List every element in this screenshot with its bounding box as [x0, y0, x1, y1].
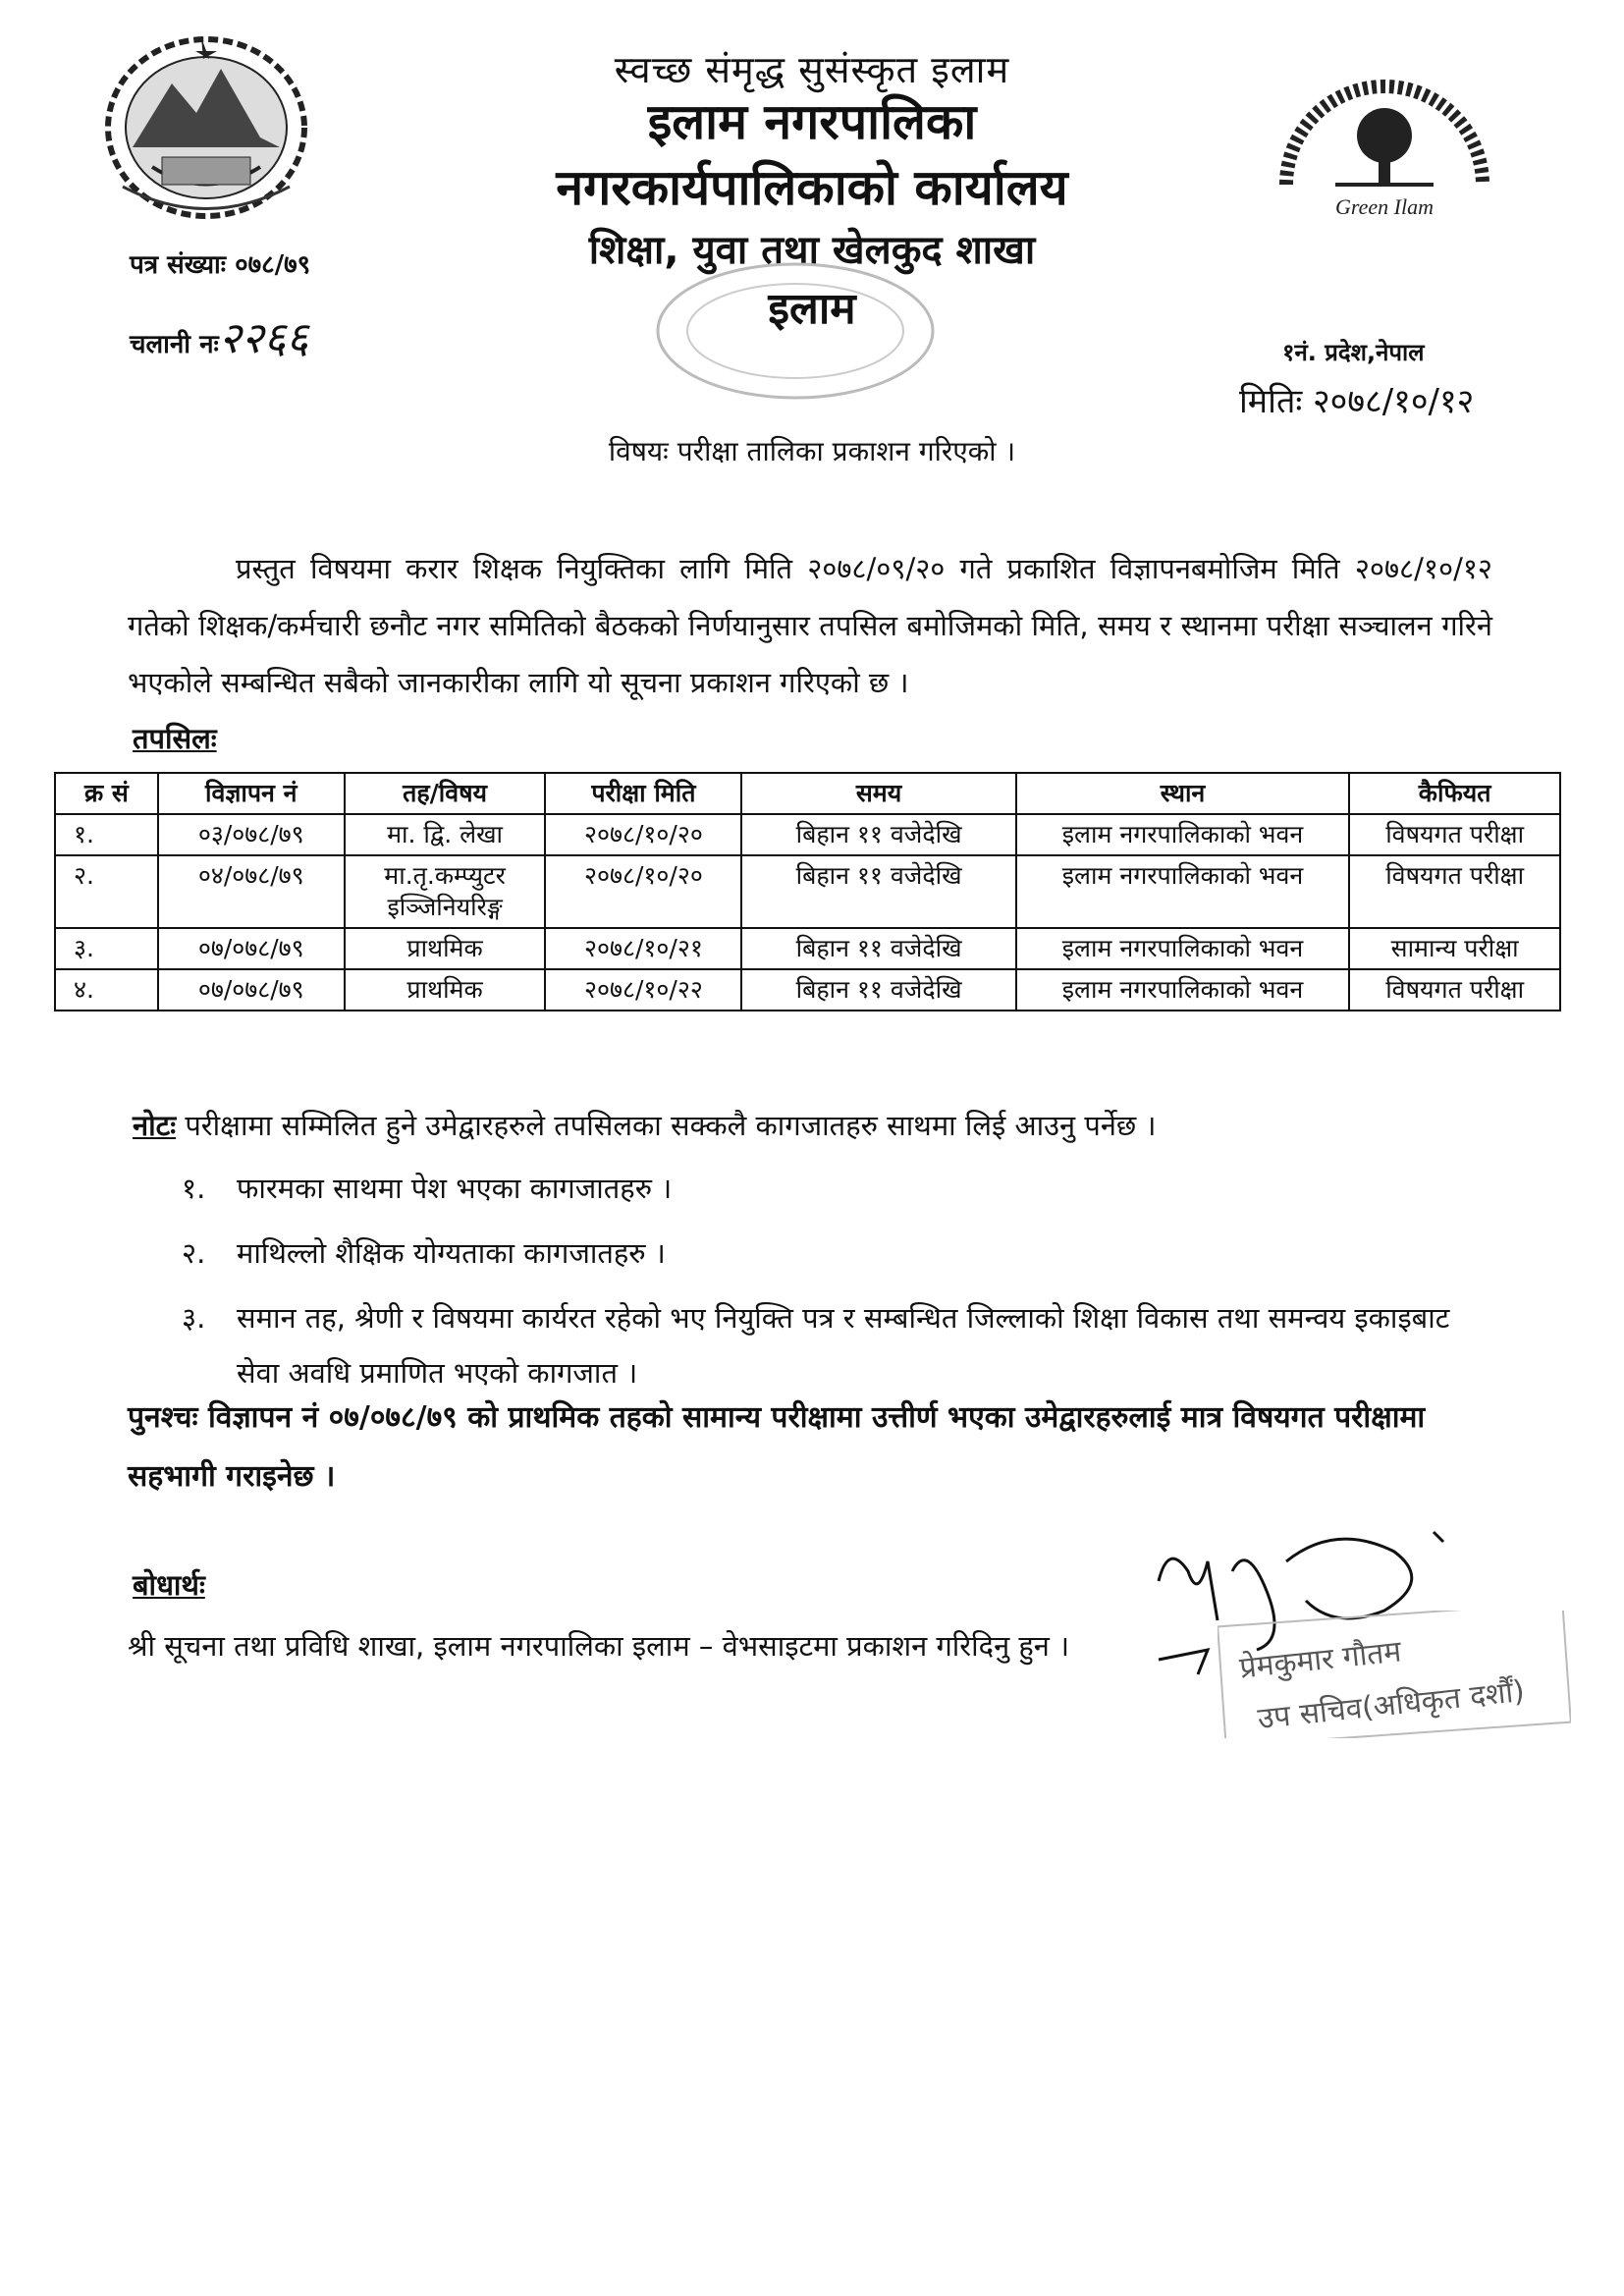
- green-ilam-logo-text: Green Ilam: [1335, 194, 1434, 219]
- list-item-number: २.: [182, 1236, 206, 1270]
- table-cell: ०७/०७८/७९: [158, 969, 345, 1011]
- table-cell: प्राथमिक: [345, 928, 546, 969]
- cc-heading: बोधार्थः: [133, 1568, 205, 1602]
- table-cell: सामान्य परीक्षा: [1349, 928, 1560, 969]
- list-item-number: ३.: [182, 1301, 206, 1335]
- dispatch-value-handwritten: २२६६: [218, 313, 309, 363]
- list-item: [182, 1290, 1468, 1400]
- table-row: [55, 855, 1560, 928]
- province-label: १नं. प्रदेश,नेपाल: [1282, 339, 1425, 366]
- body-paragraph: प्रस्तुत विषयमा करार शिक्षक नियुक्तिका लागि मिति २०७८/०९/२० गते प्रकाशित विज्ञापनबमोजिम मिति २०७८/१०/१२ गतेको शिक्षक/कर्मचारी छनौट नगर समितिको बैठकको निर्णयानुसार तपसिल बमोजिमको मिति, समय र स्थानमा परीक्षा सञ्चालन गरिने भएकोले सम्बन्धित सबैको जानकारीका लागि यो सूचना प्रकाशन गरिएको छ ।: [128, 552, 1492, 699]
- section-name: शिक्षा, युवा तथा खेलकुद शाखा: [588, 228, 1036, 273]
- cc-recipient: श्री सूचना तथा प्रविधि शाखा, इलाम नगरपालिका इलाम – वेभसाइटमा प्रकाशन गरिदिनु हुन ।: [128, 1629, 1070, 1663]
- list-item-number: १.: [182, 1172, 206, 1205]
- table-cell: इलाम नगरपालिकाको भवन: [1016, 928, 1349, 969]
- officer-name: प्रेमकुमार गौतम: [1237, 1634, 1403, 1686]
- column-header-venue: स्थान: [1016, 773, 1349, 814]
- office-stamp: [648, 257, 943, 405]
- table-cell: २.: [55, 855, 158, 928]
- list-item-text: समान तह, श्रेणी र विषयमा कार्यरत रहेको भए नियुक्ति पत्र र सम्बन्धित जिल्लाको शिक्षा विकास तथा समन्वय इकाइबाट सेवा अवधि प्रमाणित भएको कागजात ।: [237, 1301, 1450, 1390]
- table-cell: बिहान ११ वजेदेखि: [741, 855, 1015, 928]
- table-cell: विषयगत परीक्षा: [1349, 969, 1560, 1011]
- table-cell: बिहान ११ वजेदेखि: [741, 969, 1015, 1011]
- postscript: पुनश्चः विज्ञापन नं ०७/०७८/७९ को प्राथमिक तहको सामान्य परीक्षामा उत्तीर्ण भएका उमेद्वारहरुलाई मात्र विषयगत परीक्षामा सहभागी गराइनेछ ।: [128, 1400, 1426, 1494]
- list-item: [182, 1226, 1468, 1281]
- dispatch-label: चलानी नः: [130, 330, 219, 359]
- table-cell: प्राथमिक: [345, 969, 546, 1011]
- details-heading: तपसिलः: [133, 722, 217, 755]
- required-documents-list: [182, 1161, 1468, 1410]
- table-cell: २०७८/१०/२०: [545, 855, 741, 928]
- table-cell: ४.: [55, 969, 158, 1011]
- location-name: इलाम: [768, 284, 856, 334]
- list-item: [182, 1161, 1468, 1216]
- municipality-name: इलाम नगरपालिका: [647, 93, 977, 150]
- table-cell: ०४/०७८/७९: [158, 855, 345, 928]
- table-cell: १.: [55, 814, 158, 855]
- column-header-advert-no: विज्ञापन नं: [158, 773, 345, 814]
- table-cell: मा.तृ.कम्प्युटर इञ्जिनियरिङ्ग: [345, 855, 546, 928]
- table-cell: विषयगत परीक्षा: [1349, 855, 1560, 928]
- table-cell: ३.: [55, 928, 158, 969]
- table-cell: बिहान ११ वजेदेखि: [741, 814, 1015, 855]
- dispatch-number: [130, 306, 308, 365]
- note-label: नोटः: [133, 1109, 177, 1142]
- table-row: [55, 969, 1560, 1011]
- table-cell: बिहान ११ वजेदेखि: [741, 928, 1015, 969]
- table-row: [55, 814, 1560, 855]
- office-name: नगरकार्यपालिकाको कार्यालय: [556, 159, 1068, 216]
- letter-subject: विषयः परीक्षा तालिका प्रकाशन गरिएको ।: [608, 435, 1016, 467]
- note-text: परीक्षामा सम्मिलित हुने उमेद्वारहरुले तपसिलका सक्कलै कागजातहरु साथमा लिई आउनु पर्नेछ ।: [185, 1109, 1157, 1142]
- column-header-time: समय: [741, 773, 1015, 814]
- table-cell: इलाम नगरपालिकाको भवन: [1016, 814, 1349, 855]
- column-header-remarks: कैफियत: [1349, 773, 1560, 814]
- list-item-text: माथिल्लो शैक्षिक योग्यताका कागजातहरु ।: [237, 1236, 666, 1270]
- table-cell: २०७८/१०/२०: [545, 814, 741, 855]
- column-header-level-subject: तह/विषय: [345, 773, 546, 814]
- table-cell: मा. द्वि. लेखा: [345, 814, 546, 855]
- letter-date: मितिः २०७८/१०/१२: [1239, 382, 1475, 421]
- table-header-row: [55, 773, 1560, 814]
- municipal-motto: स्वच्छ संमृद्ध सुसंस्कृत इलाम: [614, 48, 1010, 91]
- table-cell: ०७/०७८/७९: [158, 928, 345, 969]
- table-row: [55, 928, 1560, 969]
- table-cell: विषयगत परीक्षा: [1349, 814, 1560, 855]
- letter-number: पत्र संख्याः ०७८/७९: [130, 250, 311, 280]
- list-item-text: फारमका साथमा पेश भएका कागजातहरु ।: [237, 1172, 673, 1205]
- table-cell: इलाम नगरपालिकाको भवन: [1016, 969, 1349, 1011]
- table-cell: इलाम नगरपालिकाको भवन: [1016, 855, 1349, 928]
- exam-schedule-table: [54, 772, 1561, 1011]
- officer-title: उप सचिव(अधिकृत दर्शौं): [1256, 1673, 1527, 1737]
- column-header-exam-date: परीक्षा मिति: [545, 773, 741, 814]
- table-cell: ०३/०७८/७९: [158, 814, 345, 855]
- table-cell: २०७८/१०/२१: [545, 928, 741, 969]
- table-cell: २०७८/१०/२२: [545, 969, 741, 1011]
- note-line: [133, 1106, 1156, 1144]
- column-header-sn: क्र सं: [55, 773, 158, 814]
